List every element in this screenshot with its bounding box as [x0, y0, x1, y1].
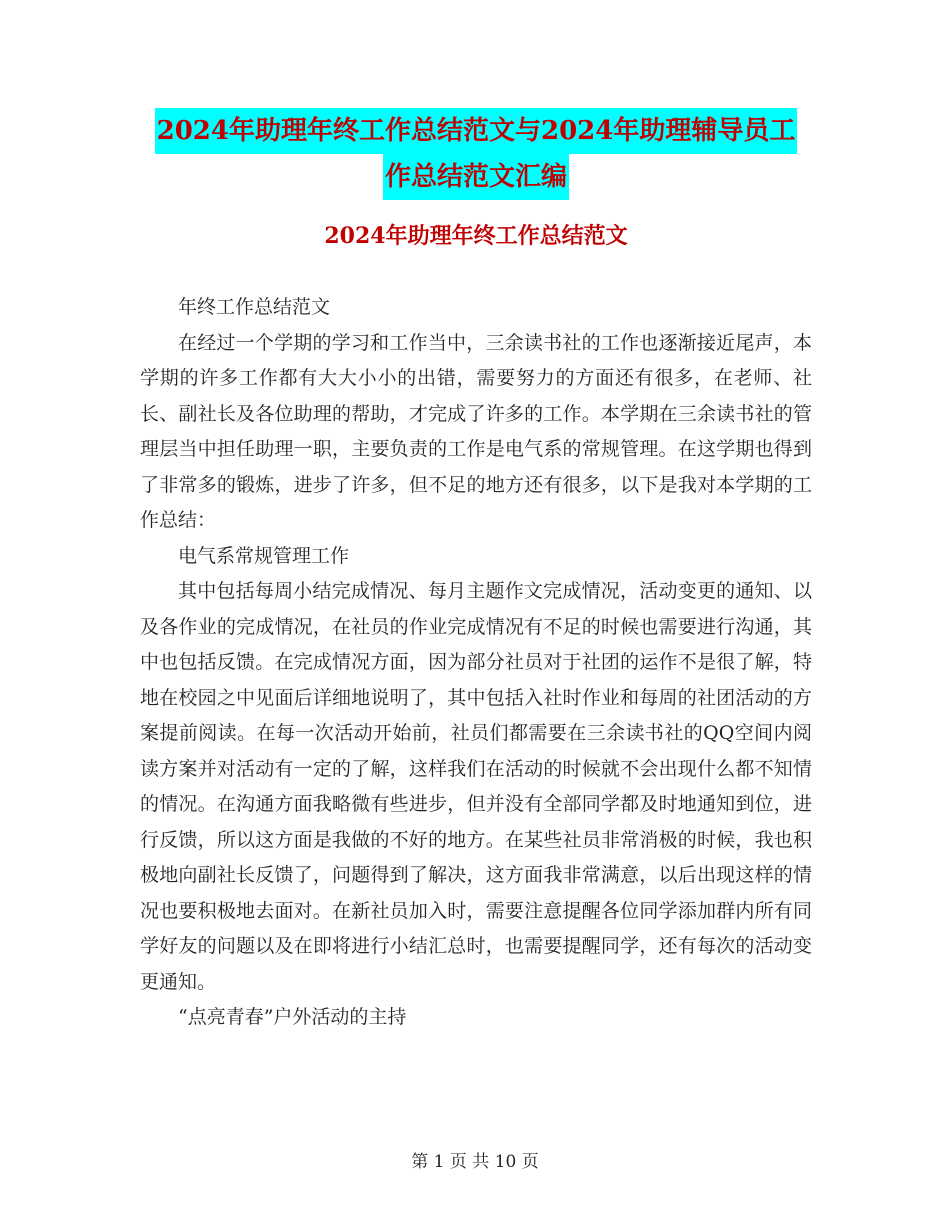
paragraph-heading-management: 电气系常规管理工作 — [178, 544, 350, 567]
document-title — [140, 108, 812, 200]
document-title-line-2: 作总结范文汇编 — [383, 154, 569, 200]
document-body — [140, 290, 812, 1036]
paragraph-management-details: 其中包括每周小结完成情况、每月主题作文完成情况，活动变更的通知、以及各作业的完成情况，在社员的作业完成情况有不足的时候也需要进行沟通，其中也包括反馈。在完成情况方面，因为部分社员对于社团的运作不是很了解，特地在校园之中见面后详细地说明了，其中包括入社时作业和每周的社团活动的方案提前阅读。在每一次活动开始前，社员们都需要在三余读书社的QQ空间内阅读方案并对活动有一定的了解，这样我们在活动的时候就不会出现什么都不知情的情况。在沟通方面我略微有些进步，但并没有全部同学都及时地通知到位，进行反馈，所以这方面是我做的不好的地方。在某些社员非常消极的时候，我也积极地向副社长反馈了，问题得到了解决，这方面我非常满意，以后出现这样的情况也要积极地去面对。在新社员加入时，需要注意提醒各位同学添加群内所有同学好友的问题以及在即将进行小结汇总时，也需要提醒同学，还有每次的活动变更通知。 — [140, 580, 812, 993]
paragraph-intro: 在经过一个学期的学习和工作当中，三余读书社的工作也逐渐接近尾声，本学期的许多工作都有大大小小的出错，需要努力的方面还有很多，在老师、社长、副社长及各位助理的帮助，才完成了许多的工作。本学期在三余读书社的管理层当中担任助理一职，主要负责的工作是电气系的常规管理。在这学期也得到了非常多的锻炼，进步了许多，但不足的地方还有很多，以下是我对本学期的工作总结： — [140, 331, 812, 531]
paragraph-heading-activity: “点亮青春”户外活动的主持 — [178, 1006, 407, 1028]
page-footer: 第 1 页 共 10 页 — [411, 1152, 539, 1172]
section-title: 2024年助理年终工作总结范文 — [324, 223, 628, 249]
document-title-line-1: 2024年助理年终工作总结范文与2024年助理辅导员工 — [155, 108, 798, 154]
paragraph-heading-summary: 年终工作总结范文 — [178, 296, 331, 318]
